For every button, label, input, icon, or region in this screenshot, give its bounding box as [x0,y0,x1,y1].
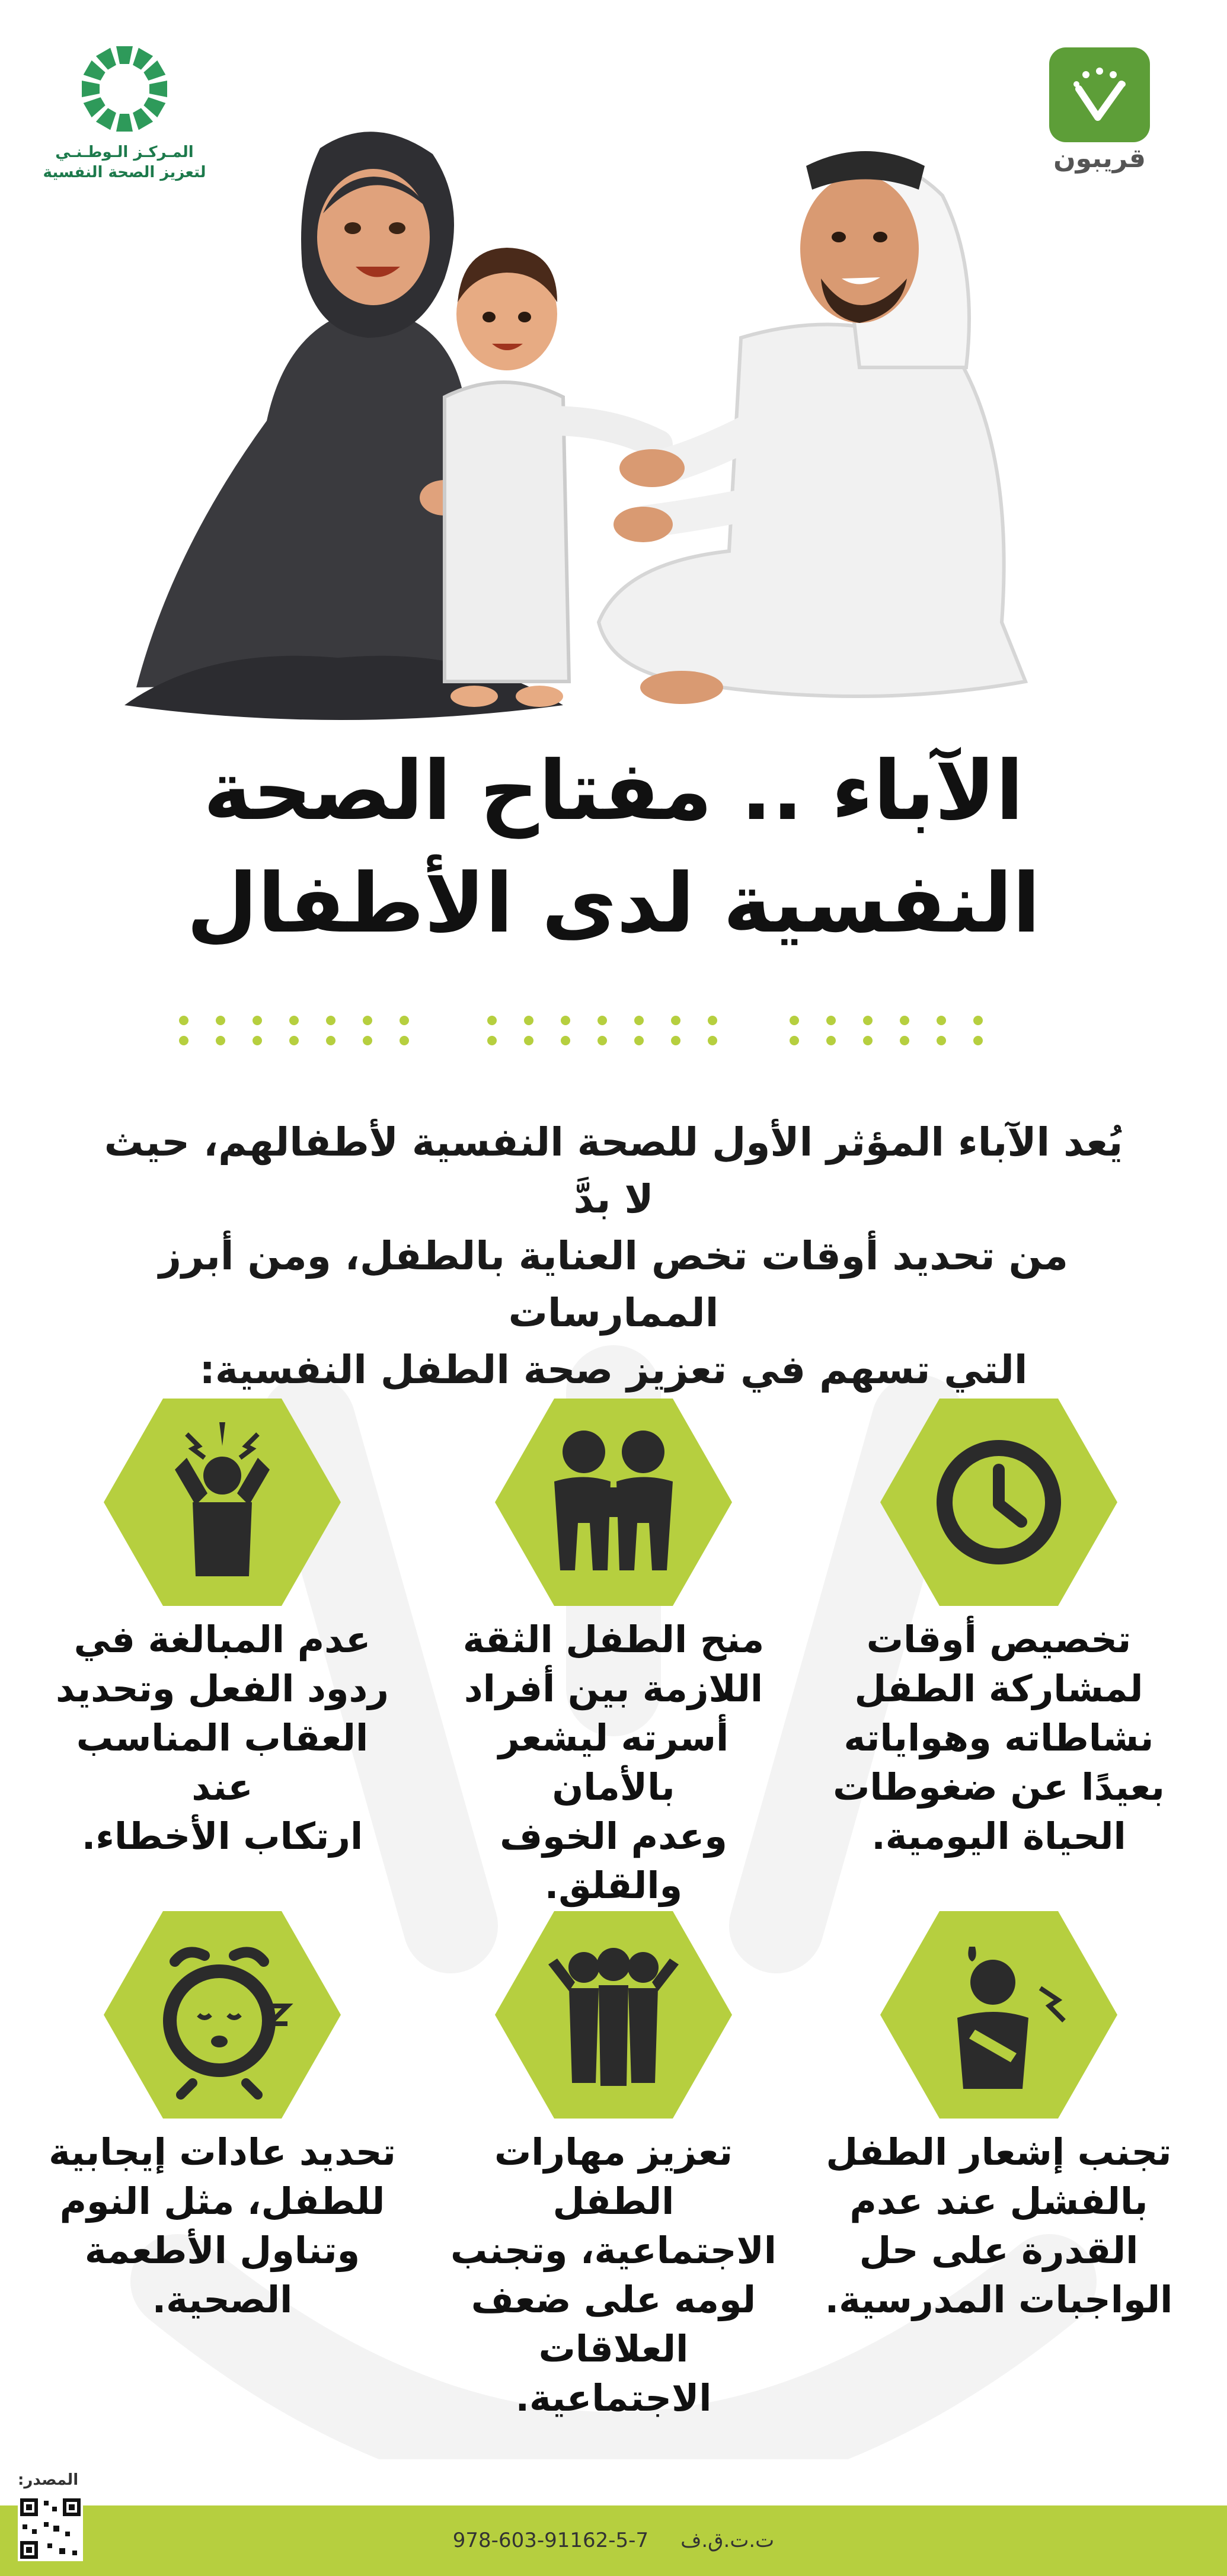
intro-paragraph [95,1114,1132,1399]
divider-dot [179,1016,188,1025]
tip-line: للطفل، مثل النوم [59,2180,385,2223]
divider-dot [326,1036,335,1045]
divider-dot [216,1016,225,1025]
divider-dot [253,1036,262,1045]
divider-dot [671,1016,680,1025]
hexagon-badge [880,1911,1117,2119]
divider-dot [326,1016,335,1025]
qr-code[interactable] [18,2496,83,2561]
divider-dot [561,1016,570,1025]
clock-icon [937,1440,1061,1564]
divider-dot [289,1036,299,1045]
father-figure [599,151,1025,704]
divider-dot [863,1036,873,1045]
tip-line: منح الطفل الثقة [462,1618,765,1661]
tip-line: الصحية. [152,2278,293,2321]
tip-line: تحديد عادات إيجابية [49,2130,396,2174]
divider-dot [561,1036,570,1045]
tip-line: ارتكاب الأخطاء. [81,1815,363,1858]
tip-line: عدم المبالغة في [74,1618,371,1661]
divider-dot [363,1036,372,1045]
divider-dot [900,1016,909,1025]
tip-line: تعزيز مهارات الطفل [494,2130,733,2223]
tip-line: بعيدًا عن ضغوطات [833,1765,1165,1809]
divider-dot [671,1036,680,1045]
intro-line-2: من تحديد أوقات تخص العناية بالطفل، ومن أبرز الممارسات [159,1233,1068,1336]
isbn-line [0,2505,1227,2576]
footer-bar [0,2505,1227,2576]
divider-dot [216,1036,225,1045]
logo-left-line2: لتعزيز الصحة النفسية [43,164,206,181]
divider-dot [400,1036,409,1045]
tip-line: نشاطاته وهواياته [843,1716,1154,1759]
divider-dot [937,1036,946,1045]
divider-dot [524,1036,533,1045]
divider-dot [790,1036,799,1045]
tip-line: لمشاركة الطفل [854,1667,1143,1710]
divider-dot [790,1016,799,1025]
divider-dot [863,1016,873,1025]
logo-left-line1: المـركـز الـوطـنـي [55,143,194,161]
tip-line: لومه على ضعف [471,2278,756,2321]
hexagon-badge [495,1911,732,2119]
tip-line: القدرة على حل [859,2229,1139,2272]
dotted-divider [178,1013,1049,1049]
divider-dot [253,1016,262,1025]
qareeboon-caption: قريبون [1053,143,1146,174]
divider-dot [826,1016,836,1025]
intro-line-3: التي تسهم في تعزيز صحة الطفل النفسية: [199,1347,1028,1393]
divider-dot [289,1016,299,1025]
hexagon-badge [104,1399,341,1606]
tip-line: تخصيص أوقات [866,1618,1132,1661]
tip-line: وتناول الأطعمة [84,2229,360,2272]
divider-dot [708,1036,717,1045]
divider-dot [597,1036,607,1045]
tip-line: العلاقات الاجتماعية. [515,2327,712,2420]
page-title [89,735,1138,960]
divider-dot [900,1036,909,1045]
divider-dot [937,1016,946,1025]
divider-dot [363,1016,372,1025]
tip-line: ردود الفعل وتحديد [56,1667,389,1710]
divider-dot [973,1036,983,1045]
divider-dot [179,1036,188,1045]
tip-line: اللازمة بين أفراد [464,1667,763,1710]
hexagon-badge [880,1399,1117,1606]
divider-dot [708,1016,717,1025]
divider-dot [634,1036,644,1045]
divider-dot [973,1016,983,1025]
title-line-1: الآباء .. مفتاح الصحة [203,743,1024,839]
tip-line: بالفشل عند عدم [849,2180,1148,2223]
title-line-2: النفسية لدى الأطفال [186,856,1041,951]
source-label: المصدر: [18,2471,79,2489]
intro-line-1: يُعد الآباء المؤثر الأول للصحة النفسية لأطفالهم، حيث لا بدَّ [104,1119,1123,1222]
family-illustration [89,89,1097,735]
divider-dot [400,1016,409,1025]
divider-dot [826,1036,836,1045]
tip-line: الواجبات المدرسية. [825,2278,1173,2321]
isbn-label: ت.ت.ق.ف [680,2529,775,2552]
tip-line: وعدم الخوف والقلق. [500,1815,727,1907]
tip-line: الاجتماعية، وتجنب [450,2229,777,2272]
tip-line: العقاب المناسب عند [76,1716,369,1809]
divider-dot [487,1016,497,1025]
divider-dot [634,1016,644,1025]
hexagon-badge [104,1911,341,2119]
tip-line: الحياة اليومية. [871,1815,1126,1858]
divider-dot [524,1016,533,1025]
isbn-value: 978-603-91162-5-7 [452,2529,649,2552]
tip-line: تجنب إشعار الطفل [826,2130,1172,2174]
hexagon-badge [495,1399,732,1606]
divider-dot [597,1016,607,1025]
tip-line: أسرته ليشعر بالأمان [498,1716,729,1809]
divider-dot [487,1036,497,1045]
